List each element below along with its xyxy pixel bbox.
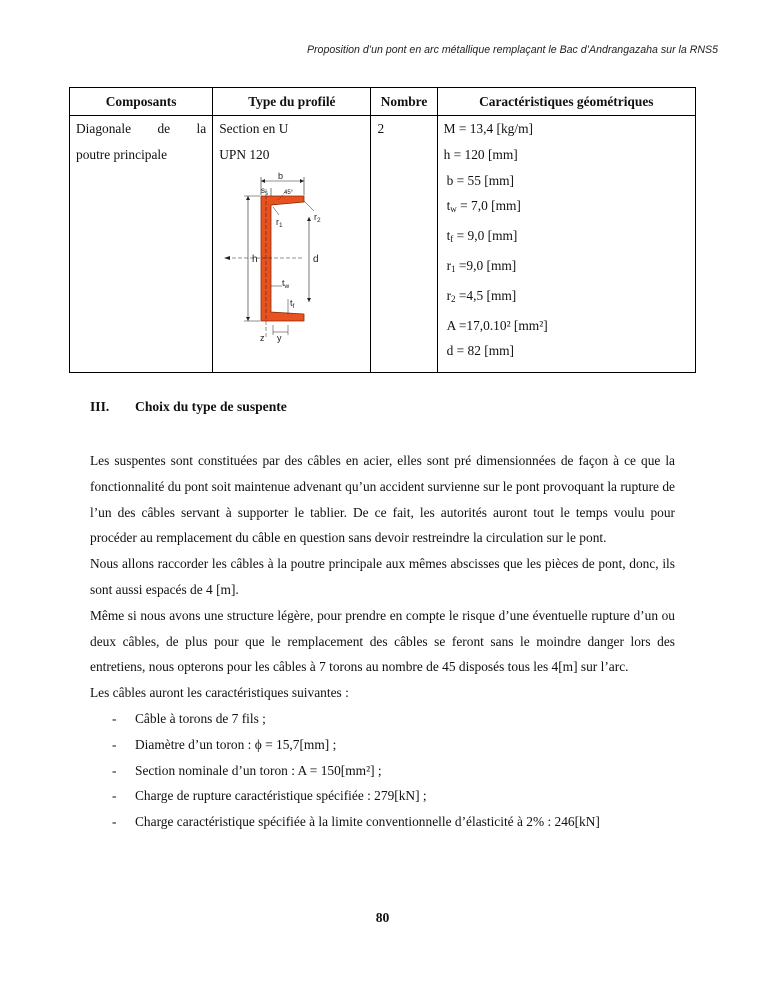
list-intro: Les câbles auront les caractéristiques suivantes : — [90, 685, 349, 701]
char-h: h = 120 [mm] — [443, 146, 518, 162]
label-d: d — [313, 254, 319, 266]
component-line-2: poutre principale — [76, 146, 168, 162]
list-item: - Charge de rupture caractéristique spécifiée : 279[kN] ; — [112, 788, 427, 804]
label-ss: s — [261, 186, 266, 196]
running-header: Proposition d’un pont en arc métallique remplaçant le Bac d’Andrangazaha sur la RNS5 — [306, 44, 718, 56]
label-y: y — [277, 333, 282, 344]
char-r1: $r_1 =9,0$ [mm] — [446, 257, 517, 274]
table-header-row — [70, 88, 696, 116]
characteristics-list — [438, 116, 695, 364]
char-tf: $t_f = 9,0$ [mm] — [446, 228, 518, 245]
component-word: de — [157, 121, 171, 136]
list-item: - Diamètre d’un toron : ϕ = 15,7[mm] ; — [112, 736, 337, 752]
char-A: A =17,0.10² [mm²] — [446, 317, 548, 333]
label-h: h — [252, 254, 258, 266]
char-d: d = 82 [mm] — [446, 343, 514, 359]
paragraph-1: Les suspentes sont constituées par des câbles en acier, elles sont pré dimensionnées de façon à ce que la fonctionnalité du pont soit maintenue advenant qu’un accident survienne sur le pont provoquant la rupture de l’un des câbles servant à supporter le tablier. De ce fait, les autorités auront tout le temps voulu pour procéder au remplacement du câble en question sans devoir restreindre la circulation sur le pont. — [90, 453, 675, 546]
count-value: 2 — [377, 121, 385, 136]
label-z: z — [260, 333, 265, 344]
component-line-1 — [70, 116, 212, 142]
label-ss-sub: s — [265, 191, 269, 198]
list-item: - Section nominale d’un toron : A = 150[mm²] ; — [112, 762, 382, 778]
components-table — [69, 87, 696, 373]
table-row — [70, 116, 696, 373]
char-b: b = 55 [mm] — [446, 172, 514, 188]
label-r2-sub: 2 — [317, 217, 321, 225]
cell-count — [371, 116, 437, 373]
channel-section-shape — [261, 196, 304, 321]
label-tf: t — [290, 298, 293, 309]
body-text — [90, 448, 675, 835]
cell-component — [70, 116, 213, 373]
header-composants: Composants — [70, 88, 213, 116]
section-number: III. — [90, 399, 110, 414]
page-number: 80 — [375, 910, 390, 925]
cell-characteristics — [437, 116, 695, 373]
svg-text:tw — [282, 278, 290, 290]
label-r2: r — [314, 212, 318, 223]
label-tw: t — [282, 278, 285, 289]
profile-type: Section en U — [219, 121, 289, 136]
label-tw-sub: w — [284, 283, 290, 291]
section-heading — [90, 399, 287, 415]
upn-section-figure — [216, 169, 366, 349]
label-45deg: 45° — [284, 190, 294, 197]
label-tf-sub: f — [292, 303, 295, 311]
list-item: - Câble à torons de 7 fils ; — [112, 710, 266, 726]
header-nombre: Nombre — [371, 88, 437, 116]
component-word: la — [196, 121, 207, 136]
svg-text:tf — [290, 298, 295, 310]
list-item: - Charge caractéristique spécifiée à la limite conventionnelle d’élasticité à 2% : 246[kN] — [112, 814, 600, 830]
label-r1: r — [276, 217, 280, 228]
section-title-text: Choix du type de suspente — [135, 399, 287, 414]
label-b: b — [278, 171, 284, 182]
cell-profile — [213, 116, 371, 373]
svg-text:r2 — [314, 212, 321, 224]
header-type-profile: Type du profilé — [213, 88, 371, 116]
char-M: M = 13,4 [kg/m] — [443, 121, 533, 136]
paragraph-3: Même si nous avons une structure légère, pour prendre en compte le risque d’une éventuelle rupture d’un ou deux câbles, de plus pour que le remplacement des câbles se feront sans le moindre danger lors des entretiens, nous opterons pour les câbles à 7 torons au nombre de 45 disposés tous les 4[m] sur l’arc. — [90, 607, 675, 675]
char-r2: $r_2 =4,5$ [mm] — [446, 287, 517, 304]
label-r1-sub: 1 — [279, 222, 283, 230]
paragraph-2: Nous allons raccorder les câbles à la poutre principale aux mêmes abscisses que les pièces de pont, donc, ils sont aussi espacés de 4 [m]. — [90, 556, 675, 597]
svg-text:ss — [261, 186, 268, 197]
header-caracteristiques: Caractéristiques géométriques — [437, 88, 695, 116]
svg-text:r1 — [276, 217, 283, 229]
component-word: Diagonale — [76, 121, 132, 136]
profile-name: UPN 120 — [219, 146, 270, 162]
cable-characteristics-list — [90, 706, 675, 835]
char-tw: $t_w = 7,0$ [mm] — [446, 198, 521, 215]
